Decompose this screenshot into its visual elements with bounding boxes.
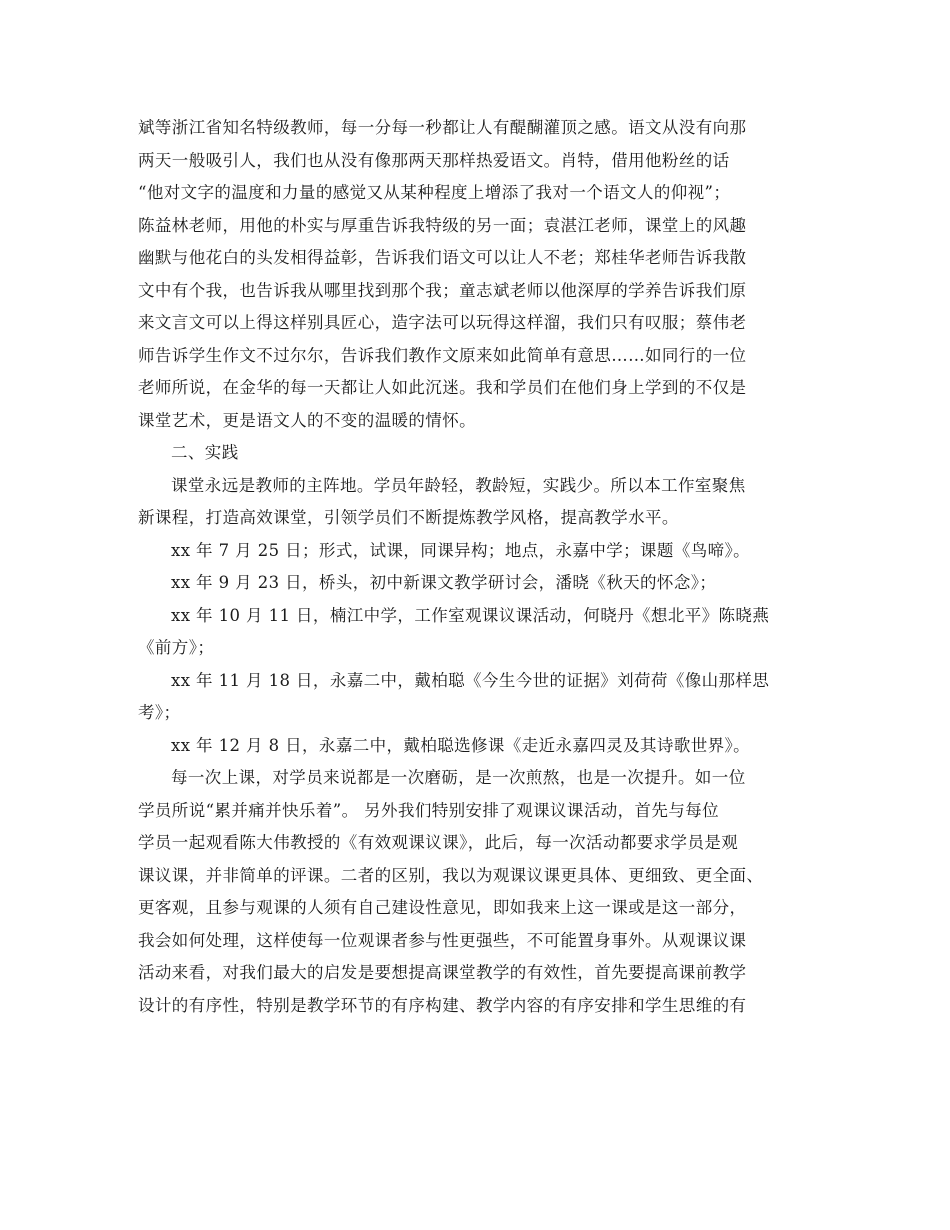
text-line: xx 年 11 月 18 日，永嘉二中，戴柏聪《今生今世的证据》刘荷荷《像山那样思 — [171, 670, 770, 690]
events-list — [138, 535, 812, 763]
text-line: 老师所说，在金华的每一天都让人如此沉迷。我和学员们在他们身上学到的不仅是 — [138, 378, 747, 397]
text-line: 来文言文可以上得这样别具匠心，造字法可以玩得这样溜，我们只有叹服；蔡伟老 — [138, 313, 747, 332]
event-item — [138, 600, 812, 665]
text-line: 两天一般吸引人，我们也从没有像那两天那样热爱语文。肖特，借用他粉丝的话 — [138, 150, 730, 170]
text-line: 师告诉学生作文不过尔尔，告诉我们教作文原来如此简单有意思……如同行的一位 — [138, 345, 747, 365]
text-line: 每一次上课，对学员来说都是一次磨砺，是一次煎熬，也是一次提升。如一位 — [171, 768, 746, 787]
text-line: 学员所说“累并痛并快乐着”。 另外我们特别安排了观课议课活动，首先与每位 — [138, 800, 720, 820]
text-line: xx 年 12 月 8 日，永嘉二中，戴柏聪选修课《走近永嘉四灵及其诗歌世界》。 — [171, 735, 751, 755]
text-line: 学员一起观看陈大伟教授的《有效观课议课》，此后，每一次活动都要求学员是观 — [138, 833, 739, 852]
document-page — [138, 112, 812, 1022]
text-line: 课议课，并非简单的评课。二者的区别，我以为观课议课更具体、更细致、更全面、 — [138, 865, 764, 885]
text-line: “他对文字的温度和力量的感觉又从某种程度上增添了我对一个语文人的仰视”； — [138, 183, 731, 202]
event-item — [138, 567, 812, 600]
text-line: 新课程，打造高效课堂，引领学员们不断提炼教学风格，提高教学水平。 — [138, 508, 679, 527]
section1-continuation-paragraph — [138, 112, 812, 437]
text-line: 设计的有序性，特别是教学环节的有序构建、教学内容的有序安排和学生思维的有 — [138, 995, 747, 1015]
text-line: 文中有个我，也告诉我从哪里找到那个我；童志斌老师以他深厚的学养告诉我们原 — [138, 280, 747, 300]
text-line: 斌等浙江省知名特级教师，每一分每一秒都让人有醍醐灌顶之感。语文从没有向那 — [138, 118, 747, 137]
text-line: 课堂艺术，更是语文人的不变的温暖的情怀。 — [138, 410, 476, 430]
text-line: xx 年 9 月 23 日，桥头，初中新课文教学研讨会，潘晓《秋天的怀念》； — [171, 573, 717, 592]
closing-paragraph — [138, 762, 812, 1022]
event-item — [138, 535, 812, 568]
text-line: 考》； — [138, 703, 181, 722]
text-line: 陈益林老师，用他的朴实与厚重告诉我特级的另一面；袁湛江老师，课堂上的风趣 — [138, 215, 747, 235]
section2-heading — [138, 437, 812, 470]
text-line: 活动来看，对我们最大的启发是要想提高课堂教学的有效性，首先要提高课前教学 — [138, 963, 747, 982]
text-line: xx 年 7 月 25 日；形式，试课，同课异构；地点，永嘉中学；课题《鸟啼》。 — [171, 540, 751, 560]
section2-intro-paragraph — [138, 470, 812, 535]
section-heading-text: 二、实践 — [171, 443, 239, 462]
event-item — [138, 665, 812, 730]
text-line: 课堂永远是教师的主阵地。学员年龄轻，教龄短，实践少。所以本工作室聚焦 — [171, 475, 746, 495]
text-line: 《前方》； — [138, 638, 215, 657]
text-line: xx 年 10 月 11 日，楠江中学，工作室观课议课活动，何晓丹《想北平》陈晓燕 — [171, 605, 770, 625]
text-line: 幽默与他花白的头发相得益彰，告诉我们语文可以让人不老；郑桂华老师告诉我散 — [138, 248, 747, 267]
text-line: 我会如何处理，这样使每一位观课者参与性更强些，不可能置身事外。从观课议课 — [138, 930, 747, 950]
text-line: 更客观，且参与观课的人须有自己建设性意见，即如我来上这一课或是这一部分， — [138, 898, 747, 917]
event-item — [138, 730, 812, 763]
